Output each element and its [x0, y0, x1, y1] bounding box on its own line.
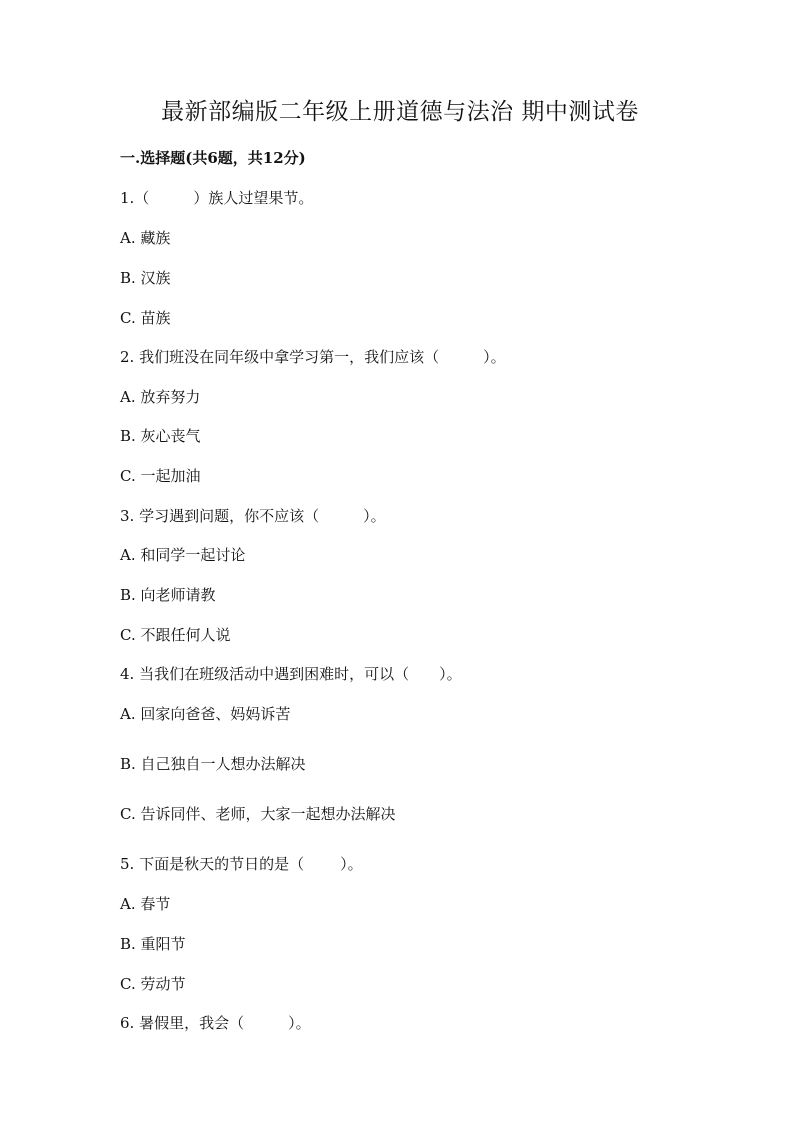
question-1-stem	[120, 186, 313, 210]
question-2-option-c: C. 一起加油	[120, 467, 201, 485]
question-1-option-b: B. 汉族	[120, 269, 171, 287]
question-5-option-b: B. 重阳节	[120, 935, 186, 953]
question-1-option-a: A. 藏族	[120, 229, 171, 247]
question-3-option-c: C. 不跟任何人说	[120, 626, 231, 644]
question-2-option-b: B. 灰心丧气	[120, 427, 201, 445]
question-stem-end: ）。	[439, 665, 462, 683]
question-stem-end: ）。	[363, 507, 386, 525]
question-6-stem	[120, 1011, 311, 1035]
question-4-option-b: B. 自己独自一人想办法解决	[120, 755, 306, 773]
question-stem-start: 2. 我们班没在同年级中拿学习第一，我们应该（	[120, 348, 440, 366]
question-stem-start: 5. 下面是秋天的节日的是（	[120, 855, 305, 873]
question-5-option-a: A. 春节	[120, 895, 171, 913]
question-5-option-c: C. 劳动节	[120, 975, 186, 993]
section-heading: 一.选择题(共6题，共12分)	[120, 149, 306, 167]
question-4-stem	[120, 662, 462, 686]
question-stem-start: 1.（	[120, 189, 150, 207]
question-2-option-a: A. 放弃努力	[120, 388, 201, 406]
question-3-option-b: B. 向老师请教	[120, 586, 216, 604]
question-5-stem	[120, 852, 363, 876]
question-stem-end: ）。	[483, 348, 506, 366]
question-3-stem	[120, 504, 386, 528]
question-3-option-a: A. 和同学一起讨论	[120, 546, 246, 564]
document-title: 最新部编版二年级上册道德与法治 期中测试卷	[161, 99, 639, 125]
question-stem-start: 4. 当我们在班级活动中遇到困难时，可以（	[120, 665, 410, 683]
question-stem-start: 6. 暑假里，我会（	[120, 1014, 245, 1032]
question-1-option-c: C. 苗族	[120, 309, 171, 327]
question-4-option-a: A. 回家向爸爸、妈妈诉苦	[120, 705, 291, 723]
question-4-option-c: C. 告诉同伴、老师，大家一起想办法解决	[120, 805, 396, 823]
question-stem-end: ）。	[340, 855, 363, 873]
question-stem-end: ）。	[288, 1014, 311, 1032]
question-stem-start: 3. 学习遇到问题，你不应该（	[120, 507, 320, 525]
question-2-stem	[120, 345, 506, 369]
question-stem-end: ）族人过望果节。	[193, 189, 314, 207]
